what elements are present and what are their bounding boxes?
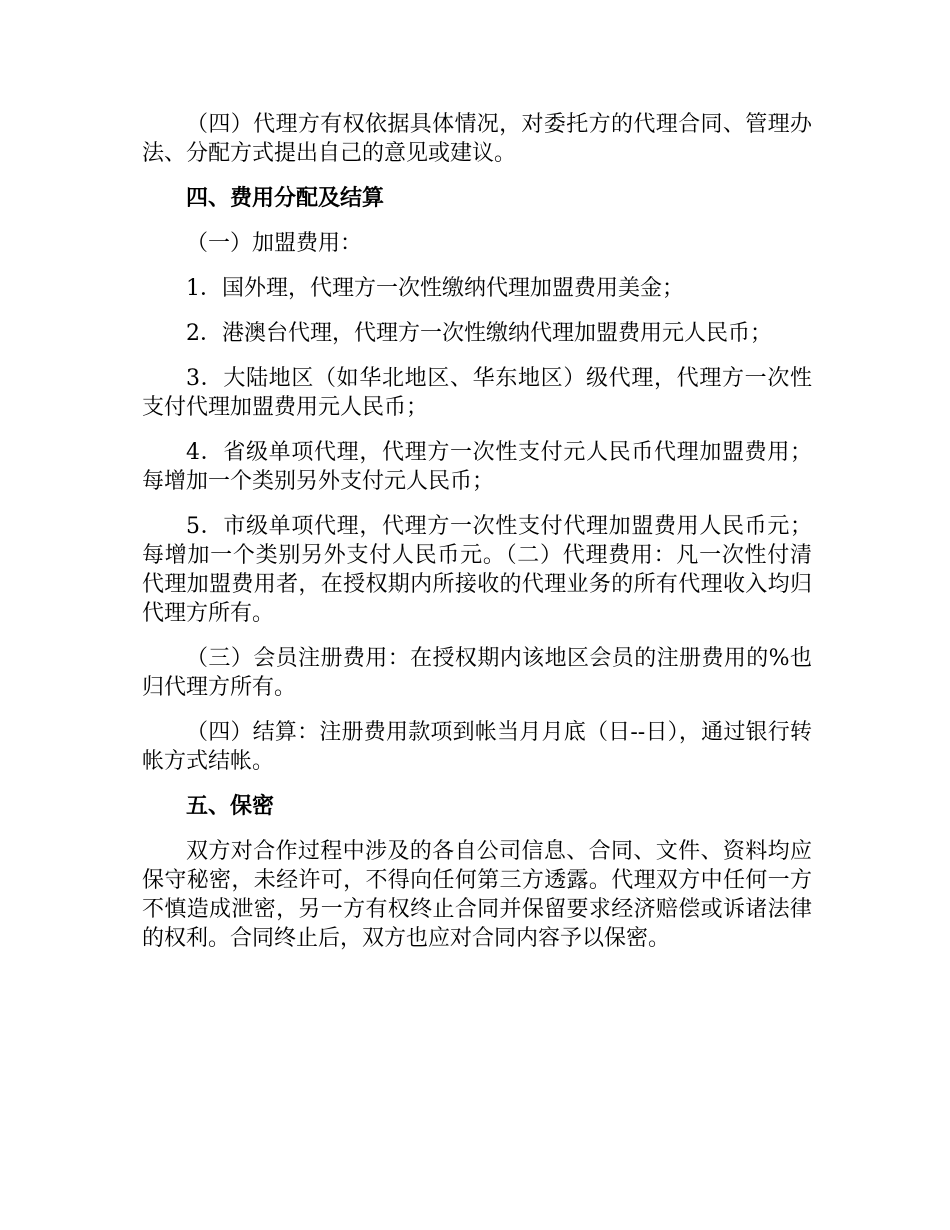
section-heading-fees: 四、费用分配及结算 [186, 185, 385, 211]
document-page [142, 110, 812, 969]
paragraph-membership-fee: （三）会员注册费用：在授权期内该地区会员的注册费用的%也归代理方所有。 [142, 646, 812, 700]
paragraph-confidentiality: 双方对合作过程中涉及的各自公司信息、合同、文件、资料均应保守秘密，未经许可，不得向任何第三方透露。代理双方中任何一方不慎造成泄密，另一方有权终止合同并保留要求经济赔偿或诉诸法律的权利。合同终止后，双方也应对合同内容予以保密。 [142, 839, 812, 951]
paragraph-franchise-fee: （一）加盟费用： [186, 231, 363, 256]
paragraph-item-5: 5．市级单项代理，代理方一次性支付代理加盟费用人民币元；每增加一个类别另外支付人民币元。（二）代理费用：凡一次性付清代理加盟费用者，在授权期内所接收的代理业务的所有代理收入均归代理方所有。 [142, 514, 812, 626]
paragraph-settlement: （四）结算：注册费用款项到帐当月月底（日--日），通过银行转帐方式结帐。 [142, 720, 812, 774]
paragraph-item-4: 4．省级单项代理，代理方一次性支付元人民币代理加盟费用；每增加一个类别另外支付元人民币； [142, 440, 812, 494]
paragraph-item-1: 1．国外理，代理方一次性缴纳代理加盟费用美金； [186, 276, 684, 301]
paragraph-item-3: 3．大陆地区（如华北地区、华东地区）级代理，代理方一次性支付代理加盟费用元人民币； [142, 366, 812, 420]
section-heading-confidentiality: 五、保密 [186, 793, 275, 819]
paragraph-agent-rights: （四）代理方有权依据具体情况，对委托方的代理合同、管理办法、分配方式提出自己的意见或建议。 [142, 112, 812, 166]
paragraph-item-2: 2．港澳台代理，代理方一次性缴纳代理加盟费用元人民币； [186, 321, 772, 346]
